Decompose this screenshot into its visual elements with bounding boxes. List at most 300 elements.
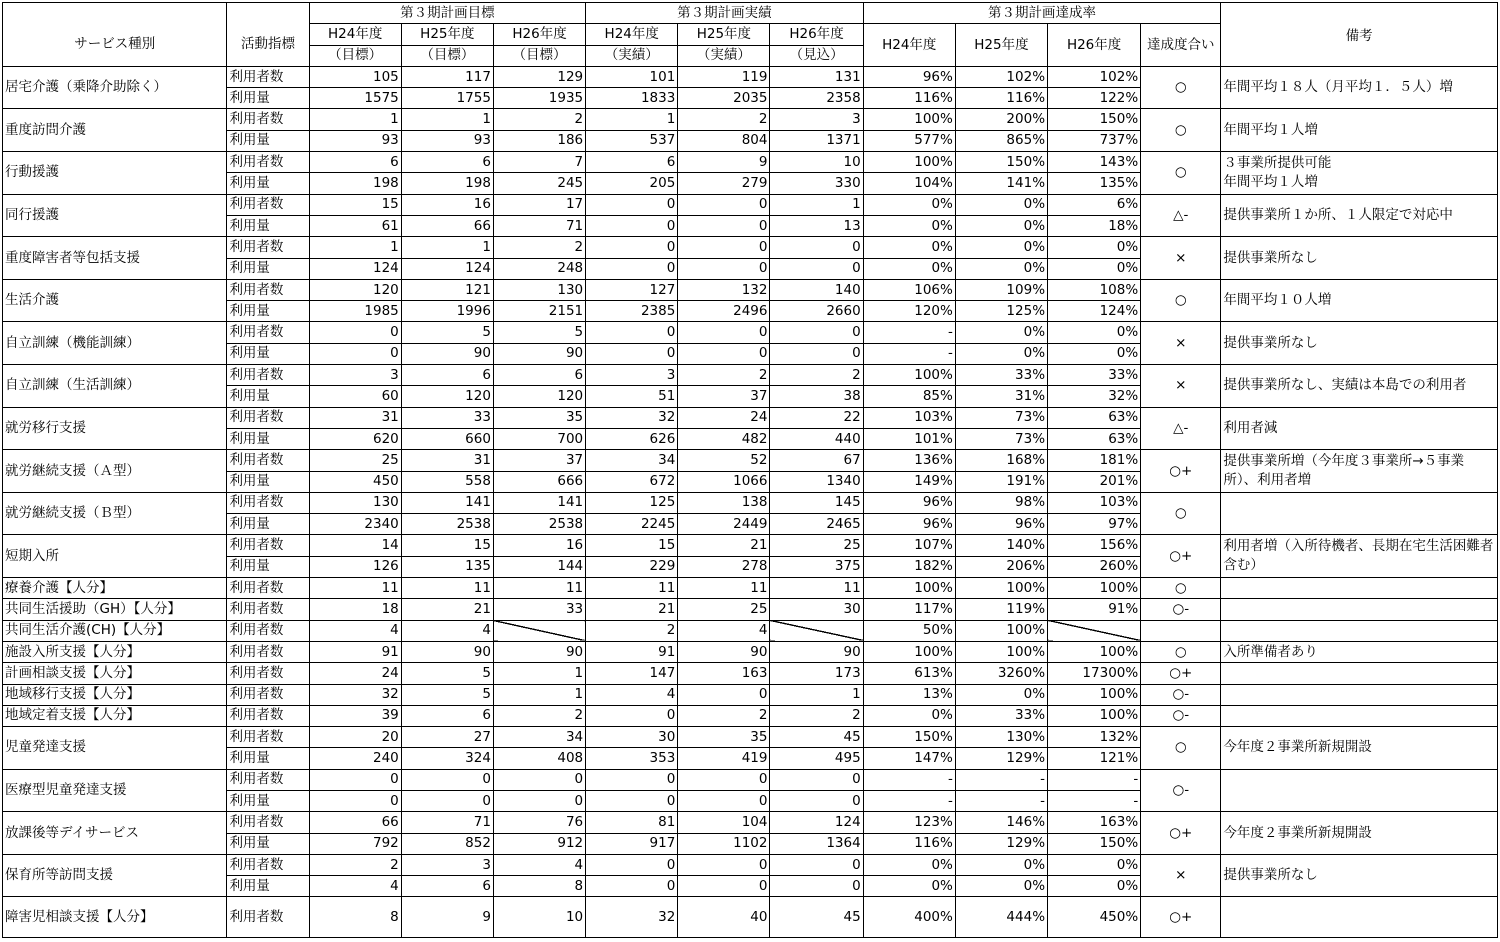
service-name: 重度障害者等包括支援	[3, 237, 227, 280]
value-cell: 0%	[955, 684, 1047, 705]
value-cell: 21	[401, 599, 493, 620]
value-cell: 0	[401, 769, 493, 790]
value-cell: 0%	[1048, 343, 1141, 364]
value-cell: 52	[678, 450, 770, 471]
value-cell: -	[863, 790, 955, 811]
value-cell: 63%	[1048, 428, 1141, 449]
value-cell: 5	[401, 663, 493, 684]
value-cell: 124%	[1048, 301, 1141, 322]
value-cell: 51	[586, 386, 678, 407]
value-cell: 100%	[863, 109, 955, 130]
value-cell: 39	[309, 705, 401, 726]
value-cell: 91%	[1048, 599, 1141, 620]
value-cell: 181%	[1048, 450, 1141, 471]
value-cell: 0%	[863, 705, 955, 726]
table-row	[3, 641, 1498, 662]
indicator-cell: 利用者数	[227, 365, 309, 386]
value-cell: 140%	[955, 535, 1047, 556]
header-actual: 第３期計画実績	[586, 3, 864, 24]
value-cell: 125%	[955, 301, 1047, 322]
indicator-cell: 利用者数	[227, 854, 309, 875]
value-cell: 2385	[586, 301, 678, 322]
value-cell: 121%	[1048, 748, 1141, 769]
achievement-mark: ○+	[1141, 812, 1221, 855]
value-cell: 537	[586, 130, 678, 151]
value-cell: 96%	[955, 514, 1047, 535]
value-cell: 100%	[1048, 705, 1141, 726]
value-cell: 116%	[863, 88, 955, 109]
value-cell: 0	[309, 322, 401, 343]
value-cell: 0%	[1048, 322, 1141, 343]
value-cell: 0%	[955, 258, 1047, 279]
value-cell: 100%	[955, 578, 1047, 599]
value-cell: 2449	[678, 514, 770, 535]
indicator-cell: 利用者数	[227, 620, 309, 641]
value-cell: 163%	[1048, 812, 1141, 833]
value-cell: 21	[678, 535, 770, 556]
value-cell: 182%	[863, 556, 955, 577]
achievement-mark: ×	[1141, 237, 1221, 280]
value-cell: 6	[401, 705, 493, 726]
header-blank	[3, 3, 227, 24]
value-cell: 30	[586, 727, 678, 748]
value-cell: 4	[309, 876, 401, 897]
value-cell: 240	[309, 748, 401, 769]
value-cell: 4	[401, 620, 493, 641]
value-cell: 34	[586, 450, 678, 471]
value-cell: 6	[401, 365, 493, 386]
table-row	[3, 365, 1498, 386]
value-cell: 626	[586, 428, 678, 449]
achievement-mark: ○-	[1141, 769, 1221, 812]
achievement-mark: ○	[1141, 578, 1221, 599]
value-cell: 672	[586, 471, 678, 492]
value-cell: 577%	[863, 130, 955, 151]
value-cell: 1	[586, 109, 678, 130]
value-cell: 106%	[863, 279, 955, 300]
value-cell: 33%	[1048, 365, 1141, 386]
table-row	[3, 578, 1498, 599]
remarks-cell: 提供事業所増（今年度３事業所→５事業所）、利用者増	[1221, 450, 1498, 493]
value-cell: 37	[678, 386, 770, 407]
value-cell: 25	[770, 535, 863, 556]
value-cell: 3	[401, 854, 493, 875]
value-cell: 205	[586, 173, 678, 194]
value-cell: 660	[401, 428, 493, 449]
value-cell: 0	[678, 769, 770, 790]
value-cell: 81	[586, 812, 678, 833]
value-cell: 0	[678, 876, 770, 897]
value-cell: 0%	[863, 237, 955, 258]
value-cell: 130%	[955, 727, 1047, 748]
achievement-mark: △-	[1141, 194, 1221, 237]
value-cell: 2	[770, 365, 863, 386]
value-cell: 173	[770, 663, 863, 684]
value-cell: 120%	[863, 301, 955, 322]
value-cell: 2	[586, 620, 678, 641]
header-sub: （目標）	[401, 45, 493, 66]
value-cell: 11	[678, 578, 770, 599]
value-cell: 200%	[955, 109, 1047, 130]
value-cell: 0%	[955, 876, 1047, 897]
value-cell: 100%	[863, 641, 955, 662]
value-cell: 620	[309, 428, 401, 449]
service-name: 療養介護【人分】	[3, 578, 227, 599]
value-cell: 131	[770, 66, 863, 87]
value-cell: -	[863, 322, 955, 343]
value-cell: 2340	[309, 514, 401, 535]
value-cell: 24	[309, 663, 401, 684]
indicator-cell: 利用量	[227, 258, 309, 279]
indicator-cell: 利用者数	[227, 897, 309, 938]
value-cell: 444%	[955, 897, 1047, 938]
value-cell: 0	[770, 343, 863, 364]
value-cell: 32%	[1048, 386, 1141, 407]
service-name: 児童発達支援	[3, 727, 227, 770]
value-cell: 0	[586, 854, 678, 875]
value-cell: 330	[770, 173, 863, 194]
value-cell: 0	[401, 790, 493, 811]
service-name: 就労継続支援（Ａ型）	[3, 450, 227, 493]
value-cell: 91	[309, 641, 401, 662]
value-cell: 119	[678, 66, 770, 87]
value-cell: 168%	[955, 450, 1047, 471]
value-cell: 15	[309, 194, 401, 215]
service-name: 行動援護	[3, 152, 227, 195]
value-cell: 90	[678, 641, 770, 662]
value-cell: 186	[493, 130, 585, 151]
value-cell: 5	[401, 322, 493, 343]
value-cell: 147	[586, 663, 678, 684]
indicator-cell: 利用量	[227, 833, 309, 854]
remarks-cell: 年間平均１８人（月平均１．５人）増	[1221, 66, 1498, 109]
value-cell: 38	[770, 386, 863, 407]
value-cell: 324	[401, 748, 493, 769]
value-cell: 50%	[863, 620, 955, 641]
remarks-cell	[1221, 620, 1498, 641]
value-cell: 4	[586, 684, 678, 705]
value-cell: 100%	[863, 152, 955, 173]
value-cell: 0%	[955, 237, 1047, 258]
indicator-cell: 利用者数	[227, 152, 309, 173]
achievement-mark: ○+	[1141, 450, 1221, 493]
value-cell: 45	[770, 897, 863, 938]
value-cell: 2151	[493, 301, 585, 322]
service-name: 共同生活援助（GH）【人分】	[3, 599, 227, 620]
value-cell: 117%	[863, 599, 955, 620]
remarks-cell: 年間平均１０人増	[1221, 279, 1498, 322]
value-cell: 0	[770, 322, 863, 343]
remarks-cell	[1221, 578, 1498, 599]
value-cell: 9	[401, 897, 493, 938]
value-cell: 40	[678, 897, 770, 938]
value-cell: 120	[401, 386, 493, 407]
value-cell: 6	[493, 365, 585, 386]
table-row	[3, 66, 1498, 87]
value-cell: 149%	[863, 471, 955, 492]
achievement-table	[2, 2, 1498, 938]
indicator-cell: 利用者数	[227, 705, 309, 726]
header-sub: （目標）	[309, 45, 401, 66]
table-row	[3, 492, 1498, 513]
remarks-cell: 利用者減	[1221, 407, 1498, 450]
value-cell: 156%	[1048, 535, 1141, 556]
value-cell: 129%	[955, 833, 1047, 854]
service-name: 短期入所	[3, 535, 227, 578]
value-cell: 147%	[863, 748, 955, 769]
value-cell: 4	[493, 854, 585, 875]
value-cell: 0%	[863, 876, 955, 897]
value-cell: 0	[586, 790, 678, 811]
value-cell: 129%	[955, 748, 1047, 769]
value-cell: 912	[493, 833, 585, 854]
remarks-cell: 提供事業所なし	[1221, 322, 1498, 365]
table-row	[3, 812, 1498, 833]
value-cell: 0	[586, 705, 678, 726]
value-cell: 67	[770, 450, 863, 471]
value-cell: 96%	[863, 492, 955, 513]
value-cell: 119%	[955, 599, 1047, 620]
indicator-cell: 利用者数	[227, 663, 309, 684]
value-cell: 408	[493, 748, 585, 769]
value-cell: 150%	[955, 152, 1047, 173]
value-cell: 129	[493, 66, 585, 87]
value-cell: 495	[770, 748, 863, 769]
value-cell: 737%	[1048, 130, 1141, 151]
service-name: 保育所等訪問支援	[3, 854, 227, 897]
header-blank	[227, 3, 309, 24]
remarks-cell: 今年度２事業所新規開設	[1221, 727, 1498, 770]
value-cell: 1	[309, 109, 401, 130]
table-row	[3, 152, 1498, 173]
value-cell: 90	[493, 641, 585, 662]
value-cell: 61	[309, 215, 401, 236]
value-cell: 145	[770, 492, 863, 513]
remarks-cell	[1221, 492, 1498, 535]
value-cell	[493, 620, 585, 641]
remarks-cell	[1221, 897, 1498, 938]
achievement-mark: ○	[1141, 727, 1221, 770]
value-cell: 33	[401, 407, 493, 428]
header-year: H25年度	[678, 24, 770, 45]
value-cell: 482	[678, 428, 770, 449]
value-cell: 135%	[1048, 173, 1141, 194]
indicator-cell: 利用者数	[227, 66, 309, 87]
value-cell: 96%	[863, 66, 955, 87]
value-cell: 101%	[863, 428, 955, 449]
table-row	[3, 109, 1498, 130]
value-cell: 90	[401, 343, 493, 364]
value-cell: 18	[309, 599, 401, 620]
indicator-cell: 利用量	[227, 471, 309, 492]
header-year: H24年度	[586, 24, 678, 45]
value-cell: 135	[401, 556, 493, 577]
service-name: 施設入所支援【人分】	[3, 641, 227, 662]
value-cell: 0	[678, 194, 770, 215]
value-cell: 136%	[863, 450, 955, 471]
header-remarks: 備考	[1221, 3, 1498, 67]
value-cell: 0	[309, 343, 401, 364]
value-cell: 100%	[863, 365, 955, 386]
value-cell: 1	[309, 237, 401, 258]
value-cell: 0	[586, 237, 678, 258]
table-row	[3, 727, 1498, 748]
value-cell: 103%	[863, 407, 955, 428]
value-cell: 11	[401, 578, 493, 599]
value-cell: 32	[309, 684, 401, 705]
value-cell: 143%	[1048, 152, 1141, 173]
indicator-cell: 利用量	[227, 514, 309, 535]
indicator-cell: 利用者数	[227, 684, 309, 705]
value-cell: 141	[493, 492, 585, 513]
value-cell: 10	[770, 152, 863, 173]
value-cell: 122%	[1048, 88, 1141, 109]
value-cell: 0	[493, 769, 585, 790]
value-cell: 11	[309, 578, 401, 599]
value-cell: -	[1048, 790, 1141, 811]
value-cell: 17	[493, 194, 585, 215]
value-cell: 15	[586, 535, 678, 556]
value-cell: 98%	[955, 492, 1047, 513]
value-cell: 15	[401, 535, 493, 556]
service-name: 同行援護	[3, 194, 227, 237]
table-row	[3, 599, 1498, 620]
value-cell: 450%	[1048, 897, 1141, 938]
value-cell: 0%	[1048, 237, 1141, 258]
value-cell: 132%	[1048, 727, 1141, 748]
value-cell: 100%	[1048, 578, 1141, 599]
value-cell: 0	[678, 215, 770, 236]
value-cell: 0%	[955, 322, 1047, 343]
value-cell: 666	[493, 471, 585, 492]
value-cell: 9	[678, 152, 770, 173]
value-cell: 1	[493, 684, 585, 705]
value-cell: 13	[770, 215, 863, 236]
table-row	[3, 535, 1498, 556]
value-cell: 248	[493, 258, 585, 279]
value-cell: 16	[493, 535, 585, 556]
value-cell: 1	[401, 237, 493, 258]
value-cell: 66	[401, 215, 493, 236]
value-cell: 3260%	[955, 663, 1047, 684]
value-cell: 613%	[863, 663, 955, 684]
indicator-cell: 利用量	[227, 88, 309, 109]
table-row	[3, 854, 1498, 875]
header-rate-year: H24年度	[863, 24, 955, 67]
header-target: 第３期計画目標	[309, 3, 586, 24]
header-indicator: 活動指標	[227, 24, 309, 67]
achievement-mark: ○+	[1141, 663, 1221, 684]
value-cell: 201%	[1048, 471, 1141, 492]
value-cell: 0	[586, 322, 678, 343]
value-cell: 2538	[493, 514, 585, 535]
table-row	[3, 769, 1498, 790]
service-name: 地域定着支援【人分】	[3, 705, 227, 726]
value-cell: 4	[678, 620, 770, 641]
indicator-cell: 利用者数	[227, 407, 309, 428]
value-cell: 102%	[1048, 66, 1141, 87]
value-cell: 21	[586, 599, 678, 620]
value-cell: 105	[309, 66, 401, 87]
value-cell: 132	[678, 279, 770, 300]
value-cell: 130	[309, 492, 401, 513]
value-cell: 104%	[863, 173, 955, 194]
value-cell: 2465	[770, 514, 863, 535]
header-rate-year: H26年度	[1048, 24, 1141, 67]
value-cell: 73%	[955, 407, 1047, 428]
value-cell: 1833	[586, 88, 678, 109]
value-cell: 2	[678, 705, 770, 726]
value-cell: 104	[678, 812, 770, 833]
value-cell: 0	[770, 854, 863, 875]
remarks-cell: 提供事業所なし	[1221, 854, 1498, 897]
achievement-mark: ○	[1141, 152, 1221, 195]
value-cell: 375	[770, 556, 863, 577]
value-cell: 127	[586, 279, 678, 300]
value-cell: 85%	[863, 386, 955, 407]
value-cell: 245	[493, 173, 585, 194]
value-cell: 1	[770, 684, 863, 705]
value-cell: 0%	[955, 854, 1047, 875]
value-cell: 109%	[955, 279, 1047, 300]
value-cell: 450	[309, 471, 401, 492]
service-name: 重度訪問介護	[3, 109, 227, 152]
value-cell: 0	[586, 876, 678, 897]
value-cell: 1371	[770, 130, 863, 151]
indicator-cell: 利用者数	[227, 599, 309, 620]
value-cell: 27	[401, 727, 493, 748]
value-cell: 8	[309, 897, 401, 938]
indicator-cell: 利用量	[227, 556, 309, 577]
value-cell: 2	[493, 109, 585, 130]
value-cell: 20	[309, 727, 401, 748]
value-cell: 865%	[955, 130, 1047, 151]
remarks-cell	[1221, 599, 1498, 620]
indicator-cell: 利用量	[227, 130, 309, 151]
value-cell: 126	[309, 556, 401, 577]
value-cell: 101	[586, 66, 678, 87]
value-cell: 97%	[1048, 514, 1141, 535]
value-cell: 6%	[1048, 194, 1141, 215]
value-cell: 121	[401, 279, 493, 300]
value-cell: 32	[586, 407, 678, 428]
value-cell: 1985	[309, 301, 401, 322]
value-cell: 11	[586, 578, 678, 599]
value-cell: 11	[770, 578, 863, 599]
indicator-cell: 利用者数	[227, 450, 309, 471]
indicator-cell: 利用量	[227, 301, 309, 322]
achievement-mark: △-	[1141, 407, 1221, 450]
value-cell: 2	[678, 365, 770, 386]
value-cell: 5	[493, 322, 585, 343]
value-cell: 198	[401, 173, 493, 194]
value-cell: 138	[678, 492, 770, 513]
value-cell: 117	[401, 66, 493, 87]
value-cell: 2660	[770, 301, 863, 322]
indicator-cell: 利用者数	[227, 194, 309, 215]
value-cell: 100%	[863, 578, 955, 599]
value-cell: -	[955, 790, 1047, 811]
achievement-mark: ○	[1141, 66, 1221, 109]
service-name: 自立訓練（機能訓練）	[3, 322, 227, 365]
value-cell: 71	[401, 812, 493, 833]
achievement-mark: ○-	[1141, 684, 1221, 705]
value-cell: 2	[309, 854, 401, 875]
value-cell: 37	[493, 450, 585, 471]
value-cell: 278	[678, 556, 770, 577]
service-name: 自立訓練（生活訓練）	[3, 365, 227, 408]
achievement-mark	[1141, 620, 1221, 641]
